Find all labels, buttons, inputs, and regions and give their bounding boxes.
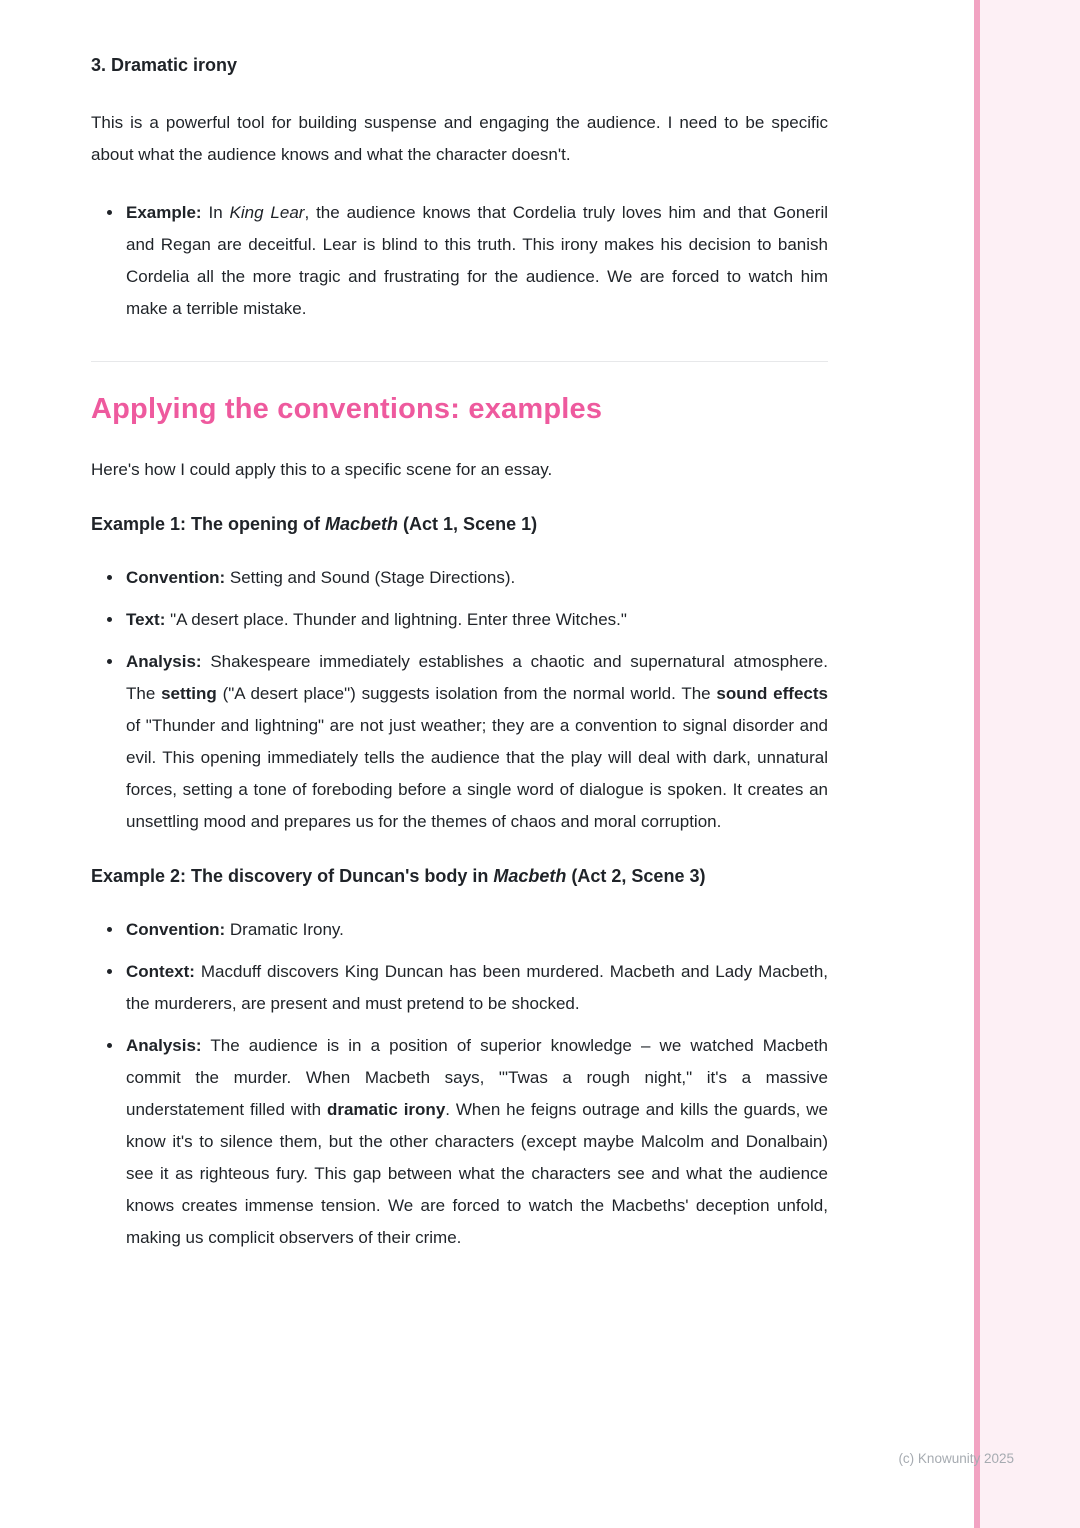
dramatic-irony-intro-paragraph: This is a powerful tool for building suspense and engaging the audience. I need to be specific about what the audience knows and what the character doesn't. [91, 113, 828, 164]
document-content [91, 0, 828, 1264]
list-item-example2-analysis: • Analysis: The audience is in a position of superior knowledge – we watched Macbeth commit the murder. When Macbeth says, "'Twas a rough night," it's a massive understatement filled with dramatic irony. When he feigns outrage and kills the guards, we know it's to silence them, but the other characters (except maybe Malcolm and Donalbain) see it as righteous fury. This gap between what the characters see and what the audience knows creates immense tension. We are forced to watch the Macbeths' deception unfold, making us complicit observers of their crime. [124, 1030, 828, 1254]
example2-list [91, 914, 828, 1254]
example1-list [91, 562, 828, 838]
applying-conventions-heading: Applying the conventions: examples [91, 393, 603, 425]
dramatic-irony-example-list [91, 197, 828, 325]
applying-conventions-intro-paragraph: Here's how I could apply this to a specific scene for an essay. [91, 460, 553, 479]
section-heading-dramatic-irony: 3. Dramatic irony [91, 55, 238, 75]
example2-heading: Example 2: The discovery of Duncan's body in Macbeth (Act 2, Scene 3) [91, 866, 706, 886]
example1-heading: Example 1: The opening of Macbeth (Act 1, Scene 1) [91, 514, 538, 534]
page-right-margin-band [980, 0, 1080, 1528]
list-item-example1-text: • Text: "A desert place. Thunder and lightning. Enter three Witches." [124, 604, 828, 636]
list-item-example2-convention: • Convention: Dramatic Irony. [124, 914, 828, 946]
list-item-king-lear-example: • Example: In King Lear, the audience knows that Cordelia truly loves him and that Goneril and Regan are deceitful. Lear is blind to this truth. This irony makes his decision to banish Cordelia all the more tragic and frustrating for the audience. We are forced to watch him make a terrible mistake. [124, 197, 828, 325]
list-item-example1-convention: • Convention: Setting and Sound (Stage Directions). [124, 562, 828, 594]
section-divider [91, 361, 828, 362]
list-item-example2-context: • Context: Macduff discovers King Duncan has been murdered. Macbeth and Lady Macbeth, the murderers, are present and must pretend to be shocked. [124, 956, 828, 1020]
page-edge-stripe [974, 0, 980, 1528]
knowunity-watermark: (c) Knowunity 2025 [898, 1451, 1014, 1466]
list-item-example1-analysis: • Analysis: Shakespeare immediately establishes a chaotic and supernatural atmosphere. The setting ("A desert place") suggests isolation from the normal world. The sound effects of "Thunder and lightning" are not just weather; they are a convention to signal disorder and evil. This opening immediately tells the audience that the play will deal with dark, unnatural forces, setting a tone of foreboding before a single word of dialogue is spoken. It creates an unsettling mood and prepares us for the themes of chaos and moral corruption. [124, 646, 828, 838]
